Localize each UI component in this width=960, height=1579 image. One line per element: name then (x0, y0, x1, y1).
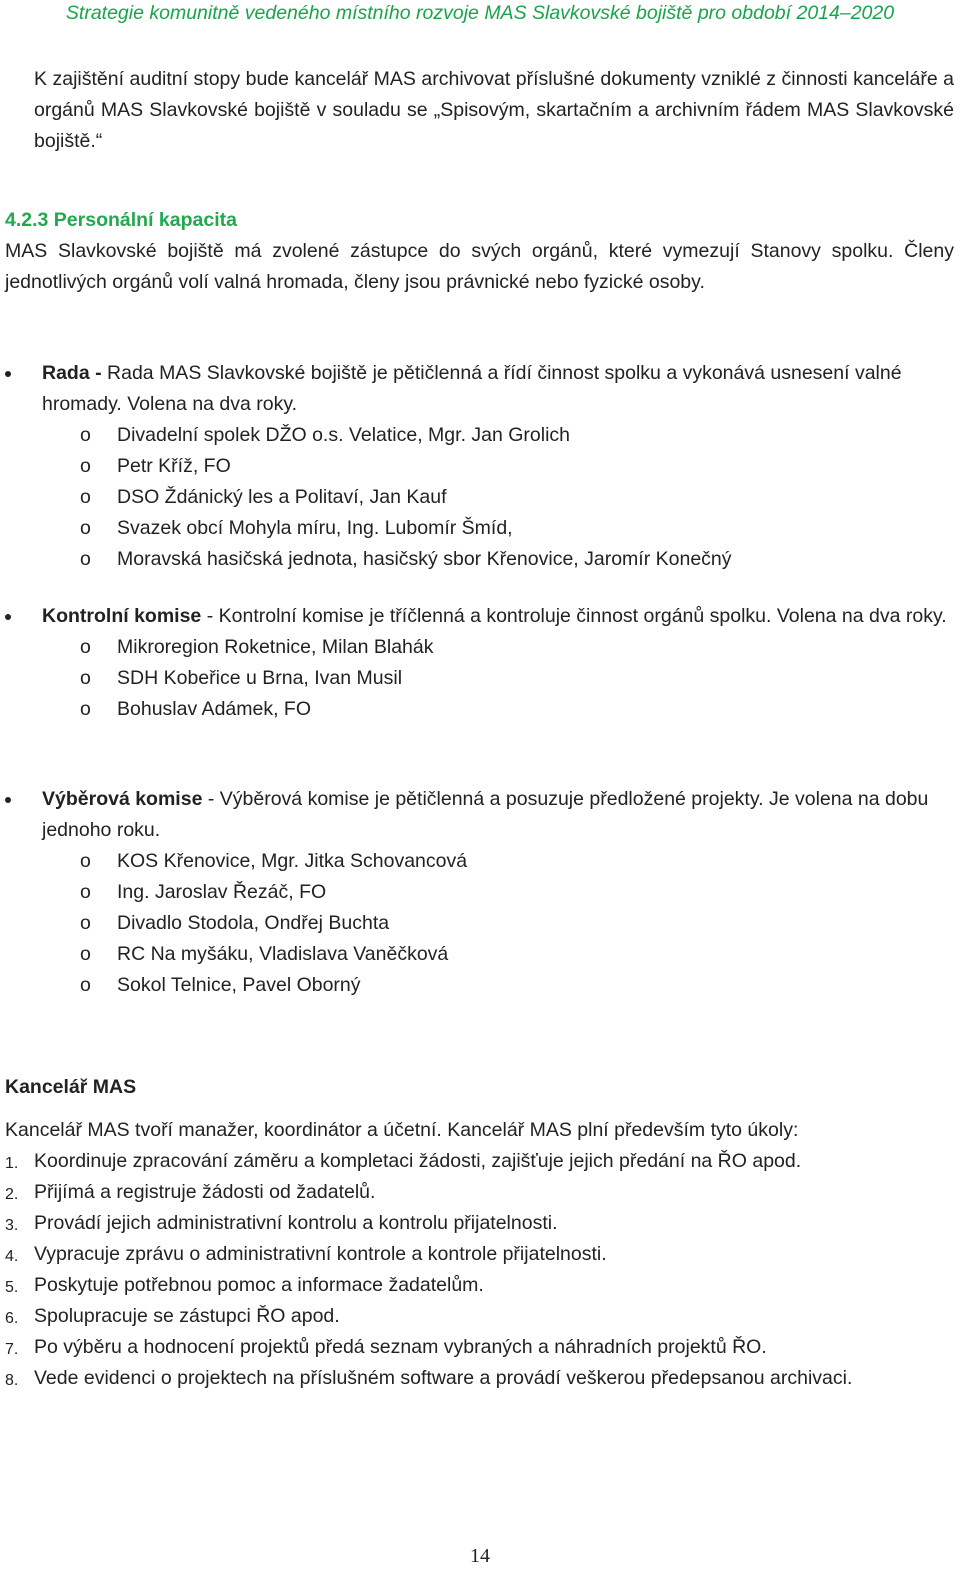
sub-bullet-icon: o (80, 486, 91, 508)
bullet-item-rada (5, 358, 955, 420)
section-heading: 4.2.3 Personální kapacita (5, 209, 237, 231)
body-vyberova-komise (5, 784, 955, 1001)
sub-bullet-icon: o (80, 698, 91, 720)
section-paragraph: MAS Slavkovské bojiště má zvolené zástupce do svých orgánů, které vymezují Stanovy spolku. Členy jednotlivých orgánů volí valná hromada, členy jsou právnické nebo fyzické osoby. (5, 240, 954, 293)
sub-bullet-icon: o (80, 517, 91, 539)
body-name: Výběrová komise (42, 788, 203, 810)
list-number: 3. (5, 1217, 19, 1234)
sub-bullet-icon: o (80, 424, 91, 446)
list-item (5, 846, 955, 877)
list-number: 8. (5, 1372, 19, 1389)
body-name: Kontrolní komise (42, 605, 202, 627)
member-text: Ing. Jaroslav Řezáč, FO (117, 881, 327, 903)
bullet-item-kontrolni-komise (5, 601, 955, 632)
page-number: 14 (470, 1545, 490, 1567)
office-heading: Kancelář MAS (5, 1076, 137, 1098)
list-item (5, 451, 955, 482)
list-item (5, 1208, 955, 1239)
office-intro: Kancelář MAS tvoří manažer, koordinátor a účetní. Kancelář MAS plní především tyto úkoly: (5, 1119, 799, 1141)
task-text: Přijímá a registruje žádosti od žadatelů. (34, 1181, 376, 1203)
list-item (5, 1363, 955, 1394)
list-item (5, 1239, 955, 1270)
body-separator: - (202, 788, 220, 810)
list-item (5, 1146, 955, 1177)
task-text: Vede evidenci o projektech na příslušném software a provádí veškerou předepsanou archivaci. (34, 1367, 853, 1389)
body-separator: - (89, 362, 108, 384)
list-item (5, 877, 955, 908)
sub-bullet-icon: o (80, 850, 91, 872)
member-text: DSO Ždánický les a Politaví, Jan Kauf (117, 486, 447, 508)
body-separator: - (201, 605, 219, 627)
body-description: Kontrolní komise je tříčlenná a kontroluje činnost orgánů spolku. Volena na dva roky. (218, 605, 947, 627)
bullet-icon (5, 371, 11, 377)
bullet-icon (5, 614, 11, 620)
bullet-item-vyberova-komise (5, 784, 955, 846)
body-rada (5, 358, 955, 575)
member-text: Bohuslav Adámek, FO (117, 698, 312, 720)
member-text: Divadelní spolek DŽO o.s. Velatice, Mgr. Jan Grolich (117, 424, 571, 446)
list-number: 2. (5, 1186, 19, 1203)
member-text: KOS Křenovice, Mgr. Jitka Schovancová (117, 850, 468, 872)
member-text: Mikroregion Roketnice, Milan Blahák (117, 636, 434, 658)
list-item (5, 663, 955, 694)
list-item (5, 939, 955, 970)
intro-paragraph: K zajištění auditní stopy bude kancelář MAS archivovat příslušné dokumenty vzniklé z činnosti kanceláře a orgánů MAS Slavkovské bojiště v souladu se „Spisovým, skartačním a archivním řádem MAS Slavkovské bojiště.“ (34, 68, 954, 152)
task-text: Spolupracuje se zástupci ŘO apod. (34, 1305, 340, 1327)
list-item (5, 1177, 955, 1208)
list-item (5, 632, 955, 663)
member-text: SDH Kobeřice u Brna, Ivan Musil (117, 667, 403, 689)
list-item (5, 1332, 955, 1363)
body-name: Rada (42, 362, 90, 384)
member-text: Divadlo Stodola, Ondřej Buchta (117, 912, 390, 934)
list-number: 4. (5, 1248, 19, 1265)
list-number: 7. (5, 1341, 19, 1358)
sub-bullet-icon: o (80, 548, 91, 570)
member-text: Petr Kříž, FO (117, 455, 231, 477)
list-item (5, 908, 955, 939)
bullet-icon (5, 797, 11, 803)
list-number: 6. (5, 1310, 19, 1327)
office-task-list (5, 1146, 955, 1394)
member-text: Moravská hasičská jednota, hasičský sbor Křenovice, Jaromír Konečný (117, 548, 732, 570)
sub-bullet-icon: o (80, 455, 91, 477)
list-item (5, 482, 955, 513)
running-header: Strategie komunitně vedeného místního rozvoje MAS Slavkovské bojiště pro období 2014–2020 (65, 2, 895, 24)
list-item (5, 1301, 955, 1332)
sub-bullet-icon: o (80, 943, 91, 965)
task-text: Provádí jejich administrativní kontrolu a kontrolu přijatelnosti. (34, 1212, 558, 1234)
body-kontrolni-komise (5, 601, 955, 725)
list-item (5, 1270, 955, 1301)
member-text: Sokol Telnice, Pavel Oborný (117, 974, 361, 996)
member-text: RC Na myšáku, Vladislava Vaněčková (117, 943, 449, 965)
list-item (5, 694, 955, 725)
sub-bullet-icon: o (80, 881, 91, 903)
list-item (5, 970, 955, 1001)
list-item (5, 513, 955, 544)
task-text: Po výběru a hodnocení projektů předá seznam vybraných a náhradních projektů ŘO. (34, 1336, 767, 1358)
list-item (5, 544, 955, 575)
sub-bullet-icon: o (80, 667, 91, 689)
list-number: 5. (5, 1279, 19, 1296)
task-text: Poskytuje potřebnou pomoc a informace žadatelům. (34, 1274, 484, 1296)
body-description: Výběrová komise je pětičlenná a posuzuje předložené projekty. Je volena na dobu jednoho roku. (42, 788, 929, 841)
body-description: Rada MAS Slavkovské bojiště je pětičlenná a řídí činnost spolku a vykonává usnesení valné hromady. Volena na dva roky. (42, 362, 902, 415)
list-item (5, 420, 955, 451)
task-text: Vypracuje zprávu o administrativní kontrole a kontrole přijatelnosti. (34, 1243, 607, 1265)
list-number: 1. (5, 1155, 19, 1172)
task-text: Koordinuje zpracování záměru a kompletaci žádosti, zajišťuje jejich předání na ŘO apod. (34, 1150, 802, 1172)
sub-bullet-icon: o (80, 912, 91, 934)
member-text: Svazek obcí Mohyla míru, Ing. Lubomír Šmíd, (117, 517, 513, 539)
sub-bullet-icon: o (80, 974, 91, 996)
sub-bullet-icon: o (80, 636, 91, 658)
